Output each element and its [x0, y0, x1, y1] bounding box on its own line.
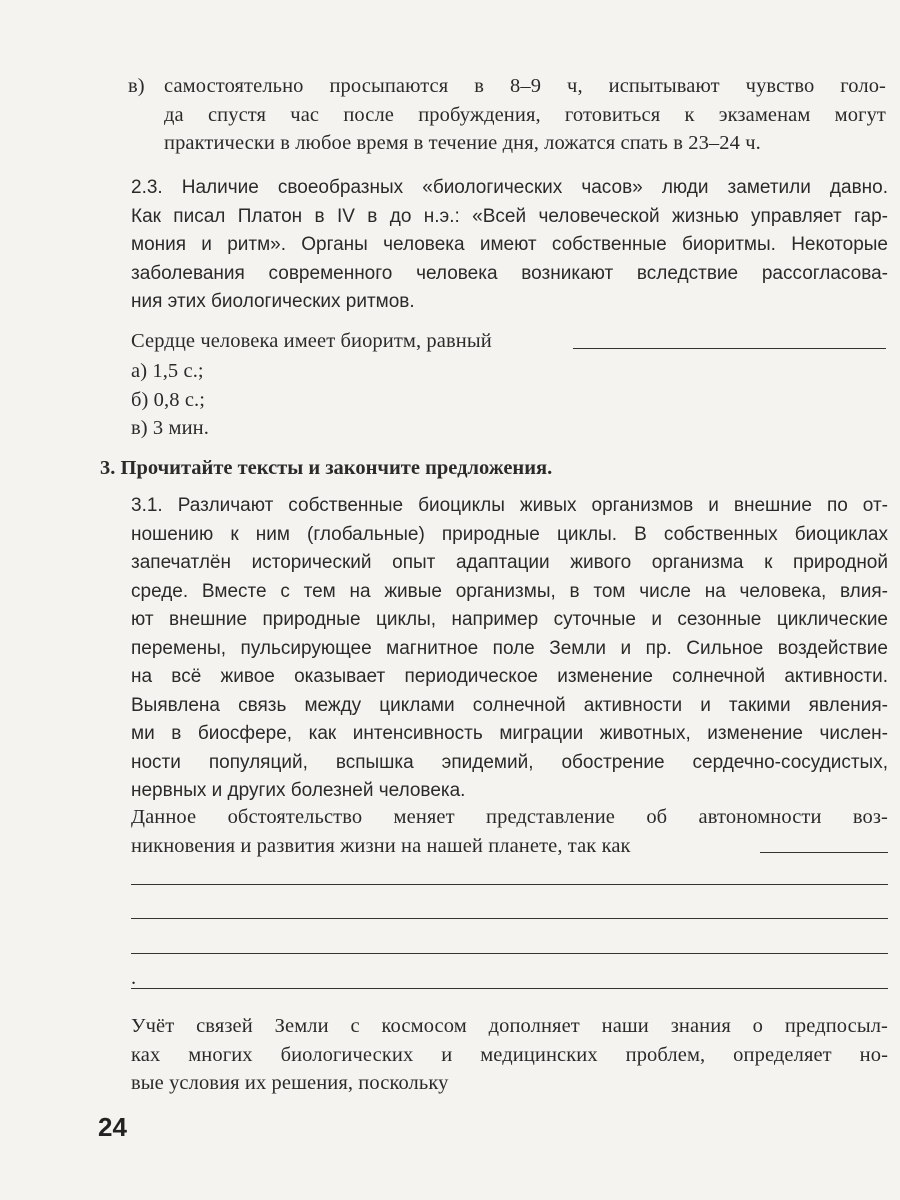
- text-line: на всё живое оказывает периодическое изменение солнечной активности.: [131, 666, 888, 687]
- text-line: запечатлён исторический опыт адаптации живого организма к природной: [131, 552, 888, 573]
- answer-options: [131, 357, 209, 443]
- answer-line[interactable]: [131, 988, 888, 989]
- task-3-heading: 3. Прочитайте тексты и закончите предложения.: [100, 457, 553, 479]
- section-3-1-paragraph: [131, 492, 888, 806]
- text-line: вые условия их решения, поскольку: [131, 1072, 449, 1094]
- text-line: ках многих биологических и медицинских проблем, определяет но-: [131, 1043, 888, 1066]
- page-number: 24: [98, 1112, 127, 1142]
- option-v[interactable]: в) 3 мин.: [131, 417, 209, 439]
- text-line: среде. Вместе с тем на живые организмы, в том числе на человека, влия-: [131, 580, 888, 602]
- text-line: ности популяций, вспышка эпидемий, обострение сердечно-сосудистых,: [131, 751, 888, 773]
- text-line: нервных и других болезней человека.: [131, 780, 466, 801]
- answer-line[interactable]: [573, 348, 886, 349]
- option-v-item: [128, 72, 888, 158]
- text-line: ют внешние природные циклы, например суточные и сезонные циклические: [131, 609, 888, 630]
- sentence-1-end-mark: .: [131, 967, 137, 989]
- text-line: ния этих биологических ритмов.: [131, 291, 415, 312]
- answer-line[interactable]: [131, 884, 888, 885]
- text-line: самостоятельно просыпаются в 8–9 ч, испытывают чувство голо-: [164, 75, 886, 97]
- text-line: заболевания современного человека возникают вследствие рассогласова-: [131, 262, 888, 284]
- sentence-2: [131, 1012, 888, 1098]
- text-line: мония и ритм». Органы человека имеют собственные биоритмы. Некоторые: [131, 234, 888, 255]
- text-line: ми в биосфере, как интенсивность миграции животных, изменение числен-: [131, 723, 888, 744]
- option-v-marker: в): [128, 75, 145, 97]
- text-line: 3.1. Различают собственные биоциклы живых организмов и внешние по от-: [131, 495, 888, 516]
- option-a[interactable]: а) 1,5 с.;: [131, 360, 204, 382]
- text-line: Учёт связей Земли с космосом дополняет наши знания о предпосыл-: [131, 1015, 888, 1037]
- text-line: Как писал Платон в IV в до н.э.: «Всей человеческой жизнью управляет гар-: [131, 205, 888, 227]
- text-line: практически в любое время в течение дня, ложатся спать в 23–24 ч.: [164, 132, 761, 154]
- text-line: никновения и развития жизни на нашей планете, так как: [131, 834, 631, 857]
- text-line: 2.3. Наличие своеобразных «биологических часов» люди заметили давно.: [131, 177, 888, 198]
- heart-biorhythm-question: Сердце человека имеет биоритм, равный: [131, 330, 492, 352]
- answer-line[interactable]: [760, 852, 888, 853]
- text-line: Выявлена связь между циклами солнечной активности и такими явления-: [131, 694, 888, 716]
- text-line: ношению к ним (глобальные) природные циклы. В собственных биоциклах: [131, 523, 888, 545]
- answer-line[interactable]: [131, 918, 888, 919]
- answer-line[interactable]: [131, 953, 888, 954]
- text-line: да спустя час после пробуждения, готовиться к экзаменам могут: [164, 103, 886, 126]
- text-line: Данное обстоятельство меняет представление об автономности воз-: [131, 806, 888, 828]
- text-line: перемены, пульсирующее магнитное поле Земли и пр. Сильное воздействие: [131, 637, 888, 659]
- option-b[interactable]: б) 0,8 с.;: [131, 388, 206, 411]
- section-2-3-paragraph: [131, 174, 888, 317]
